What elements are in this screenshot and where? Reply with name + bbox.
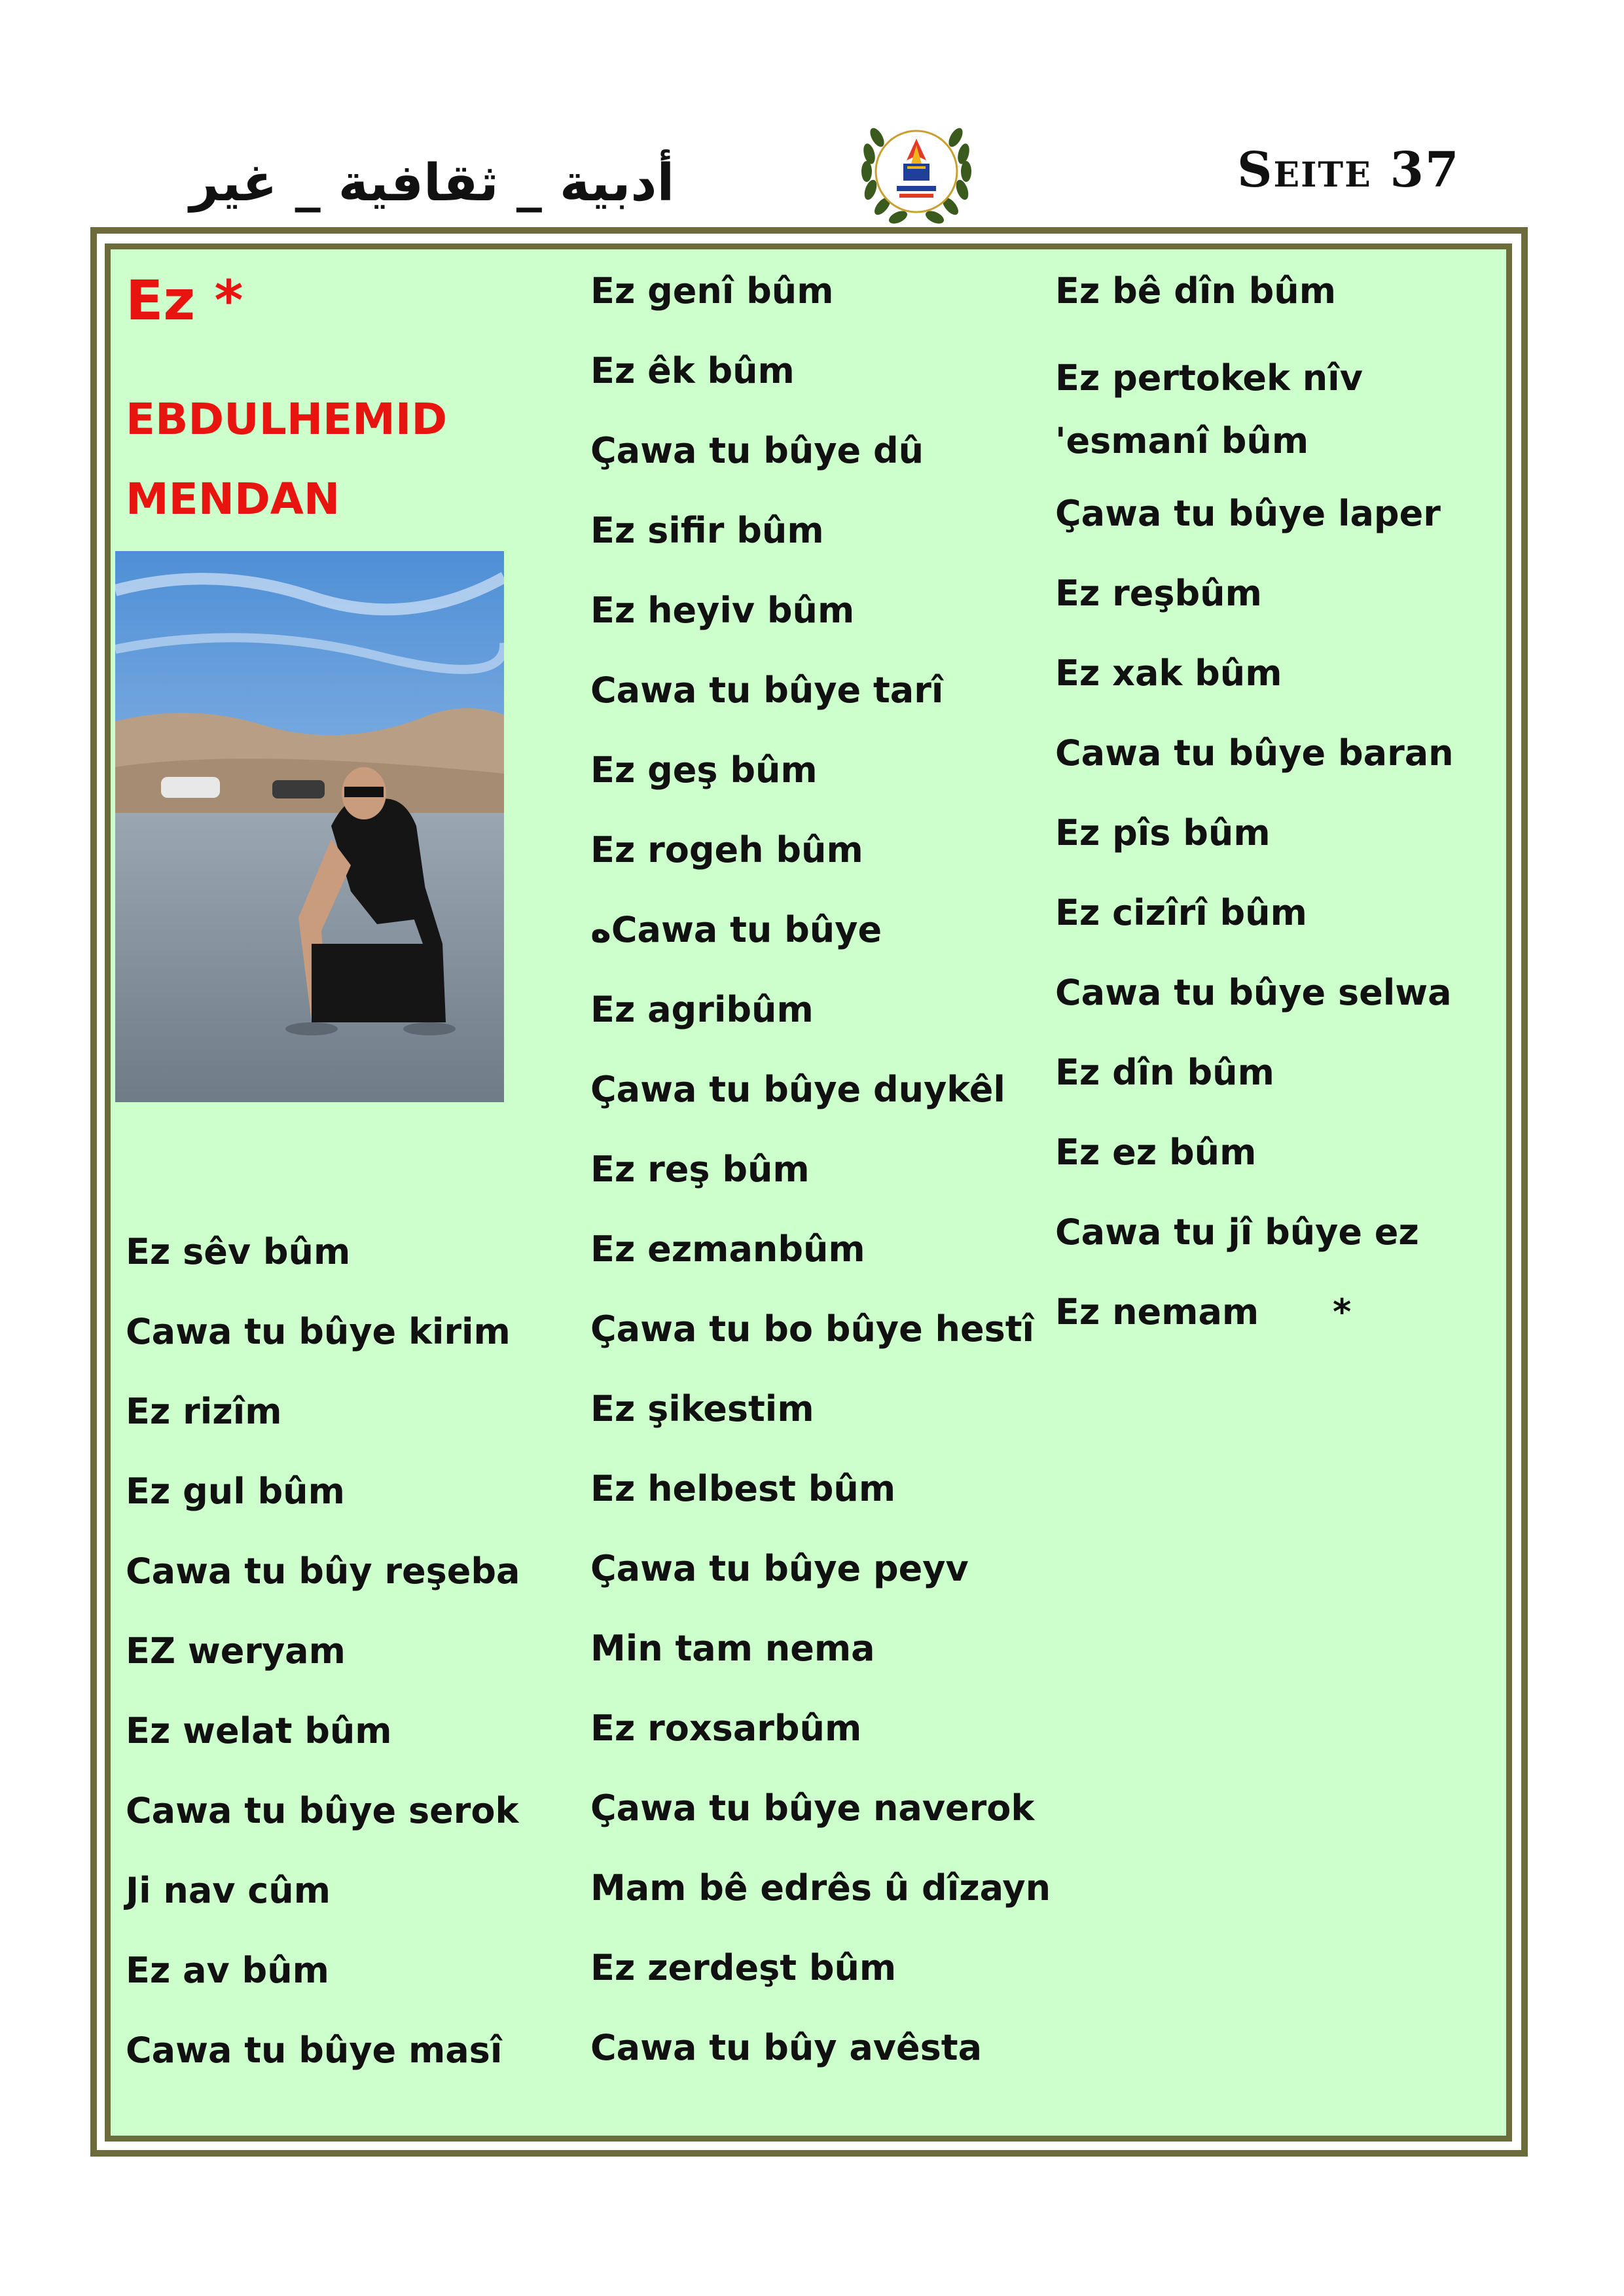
poem-line: Ez zerdeşt bûm (590, 1947, 897, 1988)
poem-line: Ez helbest bûm (590, 1468, 896, 1509)
poem-title: Ez * (126, 268, 244, 332)
poem-line: Ez xak bûm (1055, 653, 1282, 694)
poem-line: Ez dîn bûm (1055, 1052, 1274, 1093)
poem-line: Ez pertokek nîv 'esmanî bûm (1055, 357, 1363, 461)
poem-line: Ez roxsarbûm (590, 1708, 862, 1749)
poem-line: Ez êk bûm (590, 350, 795, 391)
poem-line: Cawa tu bûye tarî (590, 670, 944, 711)
poem-line: Cawa tu bûye baran (1055, 732, 1454, 774)
poem-line: Ji nav cûm (126, 1870, 331, 1911)
poem-line: Ez sifir bûm (590, 510, 824, 551)
poem-column-2 (590, 251, 1049, 2088)
poem-line: Ez sêv bûm (126, 1231, 351, 1272)
arabic-tagline: أدبية _ ثقافية _ غير (189, 154, 675, 213)
poem-line: Ez ezmanbûm (590, 1229, 865, 1270)
poem-line: Cawa tu bûye kirim (126, 1311, 511, 1352)
poem-line: Ez welat bûm (126, 1710, 392, 1751)
poem-line: Ez nemam * (1055, 1291, 1352, 1333)
poem-line: Ez agribûm (590, 989, 814, 1030)
poem-line: Mam bê edrês û dîzayn (590, 1867, 1051, 1909)
author-name: EBDULHEMID MENDAN (126, 394, 448, 524)
poem-line: Ez genî bûm (590, 270, 834, 312)
poem-line: Ez ez bûm (1055, 1132, 1257, 1173)
poem-column-1 (126, 1212, 532, 2090)
poem-line: Min tam nema (590, 1628, 875, 1669)
poem-line: Çawa tu bûye peyv (590, 1548, 969, 1589)
poem-line: Çawa tu bûye naverok (590, 1787, 1035, 1829)
poem-line: ەCawa tu bûye (590, 909, 882, 950)
poem-line: Çawa tu bo bûye hestî (590, 1308, 1035, 1350)
poem-line: Ez rizîm (126, 1391, 282, 1432)
poem-line: Cawa tu bûye serok (126, 1790, 519, 1831)
poem-line: Ez reşbûm (1055, 573, 1262, 614)
poem-line: Ez bê dîn bûm (1055, 270, 1336, 312)
poem-line: Çawa tu bûye duykêl (590, 1069, 1005, 1110)
poem-line: Ez heyiv bûm (590, 590, 855, 631)
poem-line: Ez rogeh bûm (590, 829, 863, 870)
author-photo-river-icon (115, 551, 504, 1102)
poem-line: Ez pîs bûm (1055, 812, 1271, 853)
poem-line: Cawa tu jî bûye ez (1055, 1211, 1419, 1253)
poem-line: Cawa tu bûy reşeba (126, 1551, 520, 1592)
poem-line: Cawa tu bûye masî (126, 2030, 503, 2071)
poem-line: Ez cizîrî bûm (1055, 892, 1307, 933)
poem-line: Çawa tu bûye laper (1055, 493, 1441, 534)
page-number: Seite 37 (1237, 142, 1460, 198)
poem-line: Cawa tu bûy avêsta (590, 2027, 983, 2068)
poem-line: Ez reş bûm (590, 1149, 810, 1190)
poem-column-3 (1055, 251, 1500, 1352)
poem-line: Ez gul bûm (126, 1471, 345, 1512)
poem-line: Cawa tu bûye selwa (1055, 972, 1452, 1013)
poem-line: Çawa tu bûye dû (590, 430, 924, 471)
poem-line: EZ weryam (126, 1630, 346, 1672)
poem-line: Ez geş bûm (590, 749, 818, 791)
poem-line: Ez av bûm (126, 1950, 329, 1991)
magazine-logo-laurel-icon (851, 98, 982, 236)
poem-line: Ez şikestim (590, 1388, 814, 1429)
